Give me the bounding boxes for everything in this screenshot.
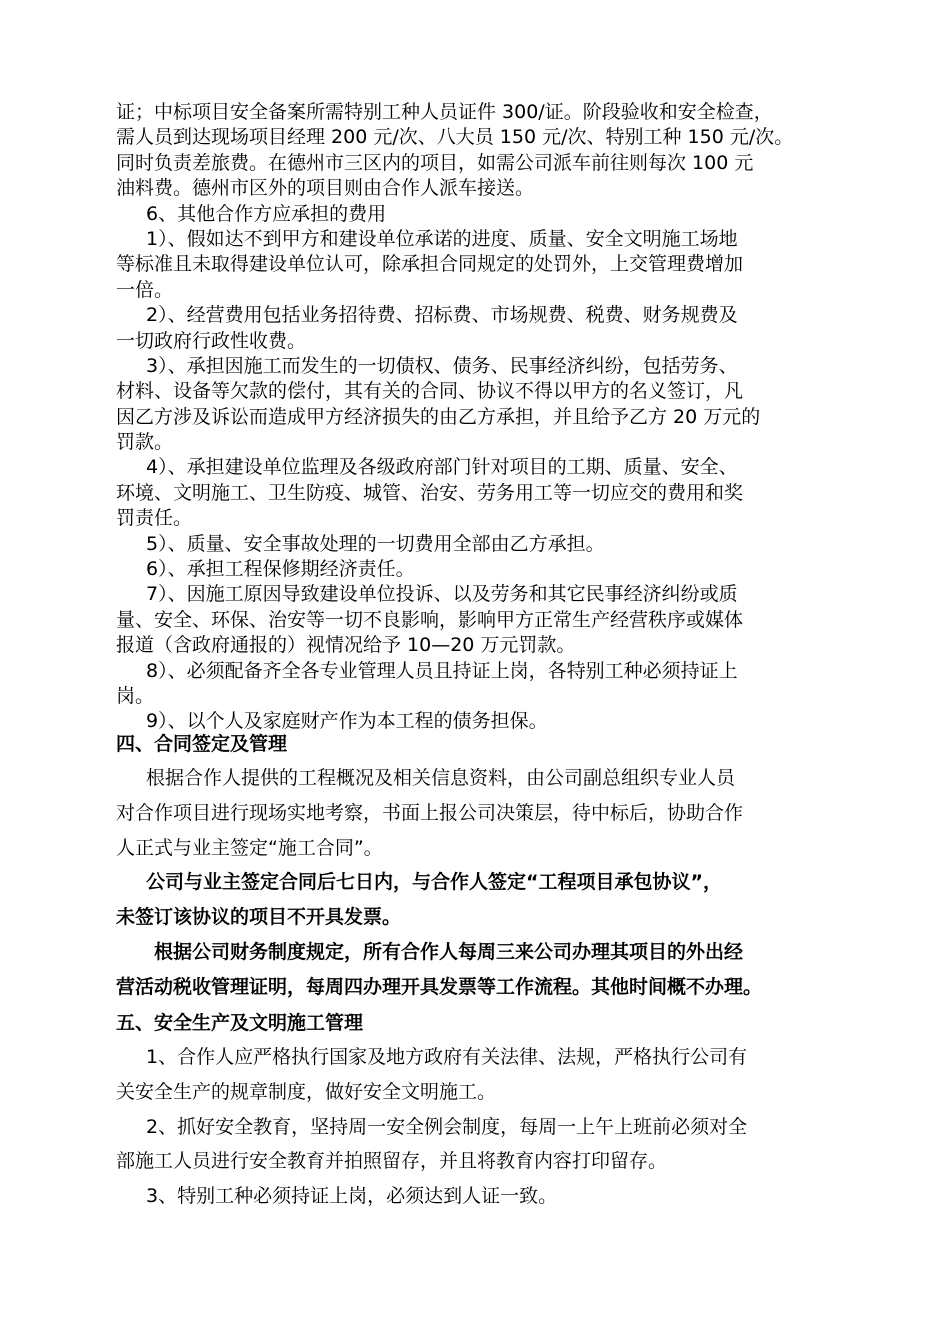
text-line: 同时负责差旅费。在德州市三区内的项目，如需公司派车前往则每次 100 元 [116,151,754,174]
text-line: 7）、因施工原因导致建设单位投诉、以及劳务和其它民事经济纠纷或质 [146,583,738,606]
text-line: 罚款。 [116,431,174,454]
text-line: 报道（含政府通报的）视情况给予 10—20 万元罚款。 [116,634,576,657]
text-line: 因乙方涉及诉讼而造成甲方经济损失的由乙方承担，并且给予乙方 20 万元的 [116,405,761,428]
text-line: 关安全生产的规章制度，做好安全文明施工。 [116,1080,497,1103]
text-line: 4）、承担建设单位监理及各级政府部门针对项目的工期、质量、安全、 [146,456,738,479]
text-line: 3、特别工种必须持证上岗，必须达到人证一致。 [146,1185,558,1208]
text-line: 一切政府行政性收费。 [116,329,307,352]
text-line: 8）、必须配备齐全各专业管理人员且持证上岗，各特别工种必须持证上 [146,659,738,682]
clause-heading-6: 6、其他合作方应承担的费用 [146,202,387,225]
text-line: 1）、假如达不到甲方和建设单位承诺的进度、质量、安全文明施工场地 [146,227,738,250]
text-line: 岗。 [116,684,155,707]
text-line: 对合作项目进行现场实地考察，书面上报公司决策层，待中标后，协助合作 [116,801,744,824]
text-line: 2、抓好安全教育，坚持周一安全例会制度，每周一上午上班前必须对全 [146,1115,748,1138]
text-line: 人正式与业主签定“施工合同”。 [116,836,383,859]
bold-notice-line: 营活动税收管理证明，每周四办理开具发票等工作流程。其他时间概不办理。 [116,975,763,998]
text-line: 量、安全、环保、治安等一切不良影响，影响甲方正常生产经营秩序或媒体 [116,608,744,631]
text-line: 一倍。 [116,278,174,301]
text-line: 1、合作人应严格执行国家及地方政府有关法律、法规，严格执行公司有 [146,1046,748,1068]
text-line: 2）、经营费用包括业务招待费、招标费、市场规费、税费、财务规费及 [146,304,738,327]
text-line: 证；中标项目安全备案所需特别工种人员证件 300/证。阶段验收和安全检查， [116,101,773,123]
contract-terms-block [116,100,868,735]
section-5-heading: 五、安全生产及文明施工管理 [116,1012,364,1034]
text-line: 根据合作人提供的工程概况及相关信息资料，由公司副总组织专业人员 [146,767,736,789]
section-4-heading: 四、合同签定及管理 [116,733,288,755]
text-line: 环境、文明施工、卫生防疫、城管、治安、劳务用工等一切应交的费用和奖 [116,481,744,504]
section-4-body [116,761,868,1005]
text-line: 等标准且未取得建设单位认可，除承担合同规定的处罚外，上交管理费增加 [116,253,744,276]
text-line: 6）、承担工程保修期经济责任。 [146,558,415,581]
text-line: 部施工人员进行安全教育并拍照留存，并且将教育内容打印留存。 [116,1150,668,1173]
text-line: 3）、承担因施工而发生的一切债权、债务、民事经济纠纷，包括劳务、 [146,354,738,377]
bold-notice-line: 未签订该协议的项目不开具发票。 [116,906,402,929]
text-line: 9）、以个人及家庭财产作为本工程的债务担保。 [146,710,548,733]
text-line: 需人员到达现场项目经理 200 元/次、八大员 150 元/次、特别工种 150 元/次。 [116,126,794,149]
text-line: 罚责任。 [116,507,193,530]
section-5-body [116,1040,868,1214]
bold-notice-line: 公司与业主签定合同后七日内，与合作人签定“工程项目承包协议”， [146,871,722,894]
bold-notice-line: 根据公司财务制度规定，所有合作人每周三来公司办理其项目的外出经 [154,940,744,963]
text-line: 5）、质量、安全事故处理的一切费用全部由乙方承担。 [146,532,605,555]
text-line: 材料、设备等欠款的偿付，其有关的合同、协议不得以甲方的名义签订，凡 [116,380,744,403]
text-line: 油料费。德州市区外的项目则由合作人派车接送。 [116,177,535,200]
